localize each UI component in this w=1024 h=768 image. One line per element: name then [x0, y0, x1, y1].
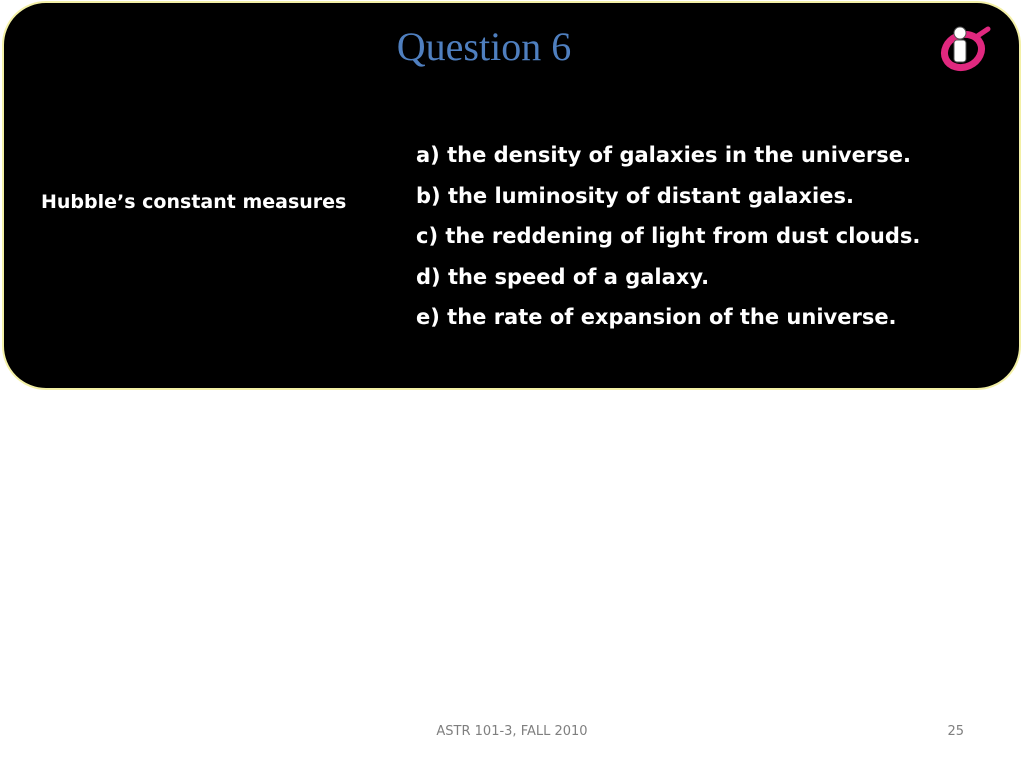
footer-course: ASTR 101-3, FALL 2010	[436, 724, 588, 739]
page-number: 25	[947, 724, 964, 739]
choice-b: b) the luminosity of distant galaxies.	[416, 183, 854, 208]
answer-choices	[416, 140, 920, 343]
choice-c: c) the reddening of light from dust clouds.	[416, 224, 921, 248]
choice-e: e) the rate of expansion of the universe.	[416, 305, 897, 329]
choice-a: a) the density of galaxies in the universe.	[416, 143, 911, 167]
choice-d: d) the speed of a galaxy.	[416, 264, 710, 289]
question-prompt: Hubble’s constant measures	[41, 191, 347, 213]
clicker-logo-icon	[938, 23, 992, 75]
question-panel	[2, 1, 1021, 390]
slide-title: Question 6	[396, 24, 572, 69]
